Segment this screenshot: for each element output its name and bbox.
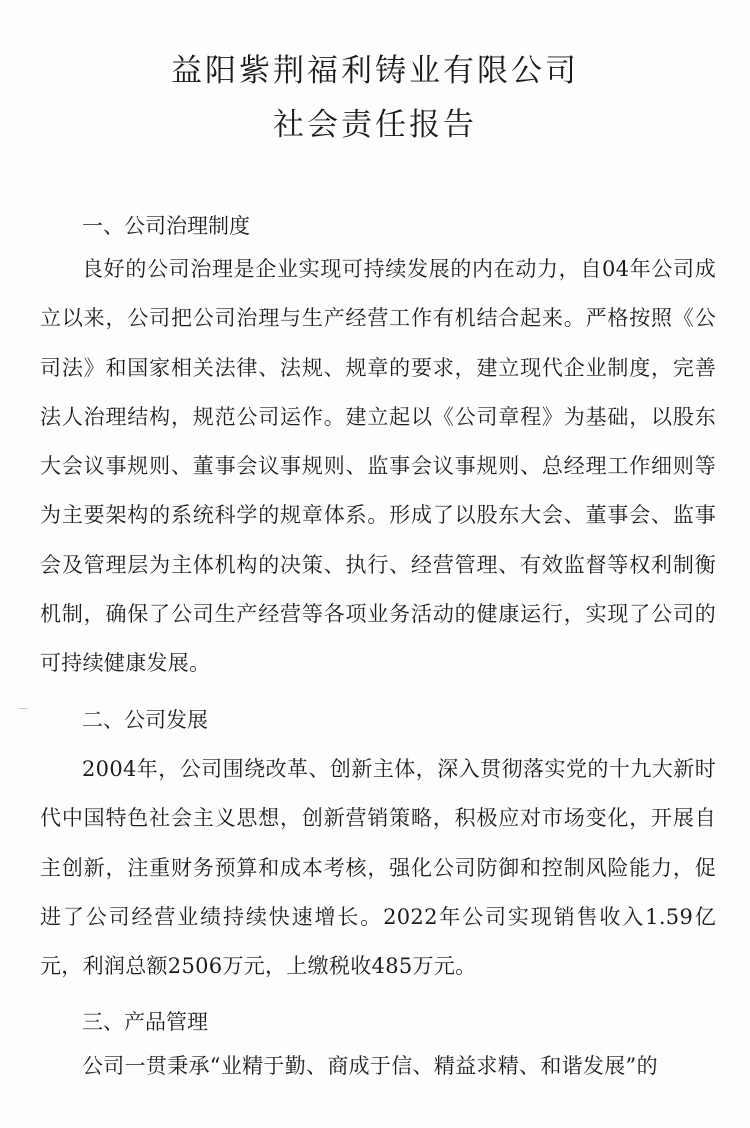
document-title-company: 益阳紫荆福利铸业有限公司 [171, 53, 579, 89]
section-paragraph-development: 2004年，公司围绕改革、创新主体，深入贯彻落实党的十九大新时代中国特色社会主义思想，创新营销策略，积极应对市场变化，开展自主创新，注重财务预算和成本考核，强化公司防御和控制风险能力，促进了公司经营业绩持续快速增长。2022年公司实现销售收入1.59亿元，利润总额2506万元，上缴税收485万元。 [40, 757, 716, 979]
section-heading-product-management: 三、产品管理 [82, 1010, 208, 1034]
section-paragraph-governance: 良好的公司治理是企业实现可持续发展的内在动力，自04年公司成立以来，公司把公司治理与生产经营工作有机结合起来。严格按照《公司法》和国家相关法律、法规、规章的要求，建立现代企业制度，完善法人治理结构，规范公司运作。建立起以《公司章程》为基础，以股东大会议事规则、董事会议事规则、监事会议事规则、总经理工作细则等为主要架构的系统科学的规章体系。形成了以股东大会、董事会、监事会及管理层为主体机构的决策、执行、经营管理、有效监督等权利制衡机制，确保了公司生产经营等各项业务活动的健康运行，实现了公司的可持续健康发展。 [40, 257, 716, 676]
section-heading-governance: 一、公司治理制度 [82, 214, 250, 238]
scan-mark [18, 708, 28, 713]
section-heading-development: 二、公司发展 [82, 708, 208, 732]
section-paragraph-product-management: 公司一贯秉承“业精于勤、商成于信、精益求精、和谐发展”的 [82, 1054, 658, 1078]
document-title-report: 社会责任报告 [273, 107, 477, 143]
